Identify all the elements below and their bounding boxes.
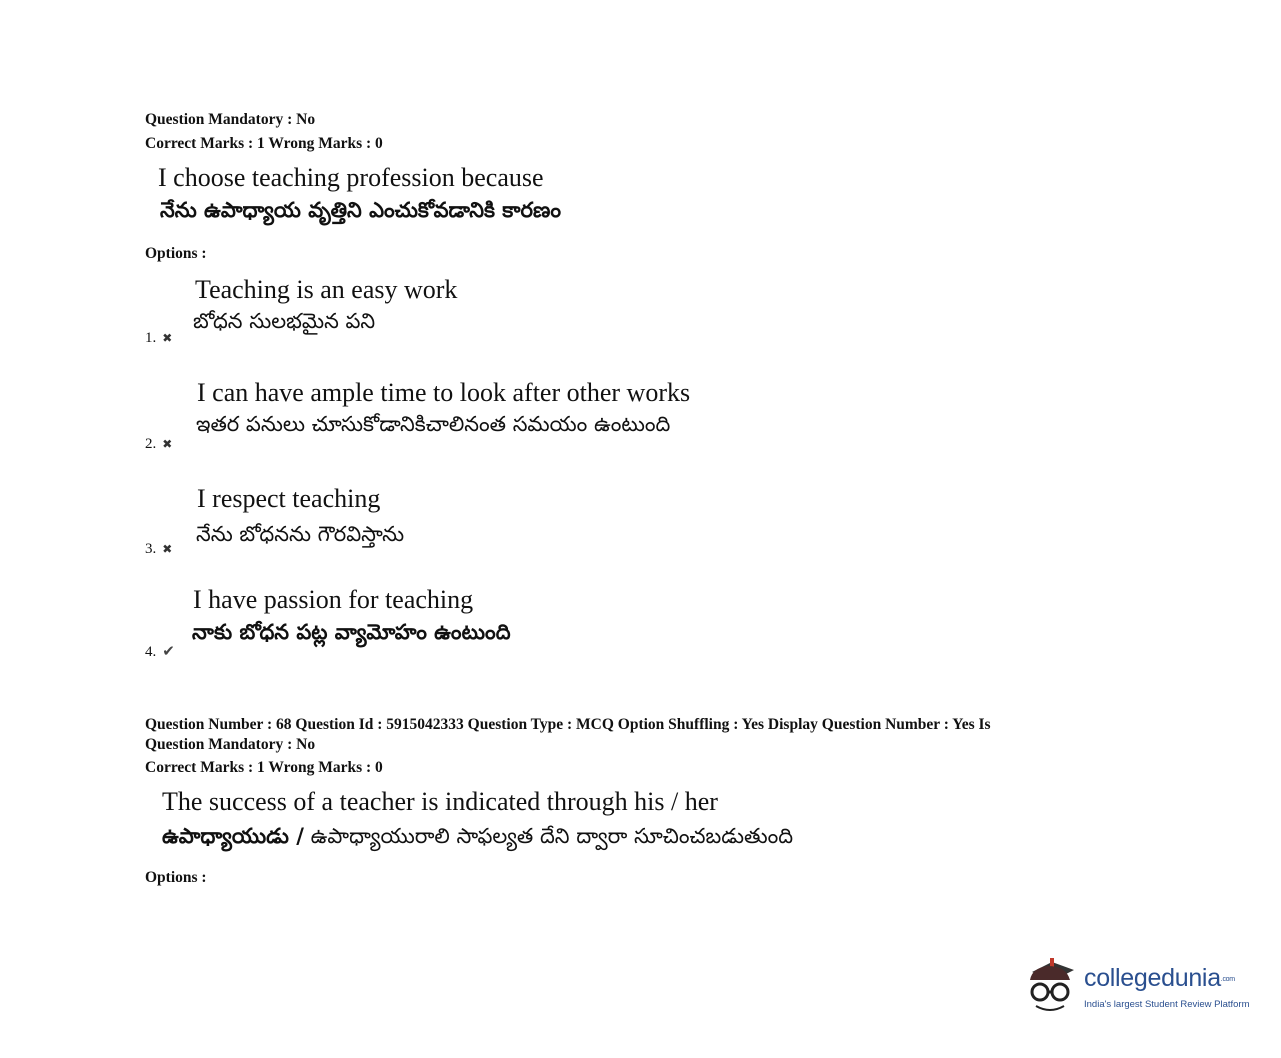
option-1-english: Teaching is an easy work <box>195 275 458 304</box>
option-number: 4. <box>145 644 157 660</box>
option-3-number <box>145 541 172 558</box>
option-3-telugu: నేను బోధనను గౌరవిస్తాను <box>196 522 405 546</box>
option-number: 1. <box>145 330 157 346</box>
question-text-telugu <box>162 824 793 854</box>
question-marks: Correct Marks : 1 Wrong Marks : 0 <box>145 759 383 776</box>
option-4-number <box>145 642 175 661</box>
question-mandatory: Question Mandatory : No <box>145 111 316 128</box>
option-number: 3. <box>145 541 157 557</box>
cross-icon: ✖ <box>162 331 173 345</box>
question-text-telugu-bold: ఉపాధ్యాయుడు / <box>162 824 304 848</box>
logo-suffix: .com <box>1220 975 1235 983</box>
cross-icon: ✖ <box>162 542 173 556</box>
options-label: Options : <box>145 245 207 262</box>
cross-icon: ✖ <box>162 437 173 451</box>
collegedunia-logo <box>1022 950 1262 1020</box>
mascot-icon <box>1022 950 1084 1020</box>
logo-tagline: India's largest Student Review Platform <box>1084 999 1250 1010</box>
question-mandatory: Question Mandatory : No <box>145 736 316 753</box>
option-2-number <box>145 436 172 453</box>
option-1-number <box>145 330 172 347</box>
logo-name: collegedunia <box>1084 964 1221 992</box>
options-label: Options : <box>145 869 207 886</box>
question-text-english: I choose teaching profession because <box>158 163 544 192</box>
question-header: Question Number : 68 Question Id : 5915042333 Question Type : MCQ Option Shuffling : Yes Display Question Number : Yes Is <box>145 716 991 733</box>
option-1-telugu: బోధన సులభమైన పని <box>193 309 376 333</box>
option-2-telugu: ఇతర పనులు చూసుకోడానికిచాలినంత సమయం ఉంటుంది <box>196 412 671 436</box>
checkmark-icon: ✔ <box>162 644 175 660</box>
option-number: 2. <box>145 436 157 452</box>
option-4-english: I have passion for teaching <box>193 585 474 614</box>
option-3-english: I respect teaching <box>197 484 381 513</box>
option-2-english: I can have ample time to look after other works <box>197 378 691 407</box>
question-text-telugu-rest: ఉపాధ్యాయురాలి సాఫల్యత దేని ద్వారా సూచించబడుతుంది <box>303 824 794 848</box>
logo-wordmark <box>1084 964 1235 993</box>
option-4-telugu: నాకు బోధన పట్ల వ్యామోహం ఉంటుంది <box>192 620 511 644</box>
question-text-english: The success of a teacher is indicated through his / her <box>162 787 718 816</box>
question-marks: Correct Marks : 1 Wrong Marks : 0 <box>145 135 383 152</box>
question-text-telugu: నేను ఉపాధ్యాయ వృత్తిని ఎంచుకోవడానికి కారణం <box>160 198 561 222</box>
